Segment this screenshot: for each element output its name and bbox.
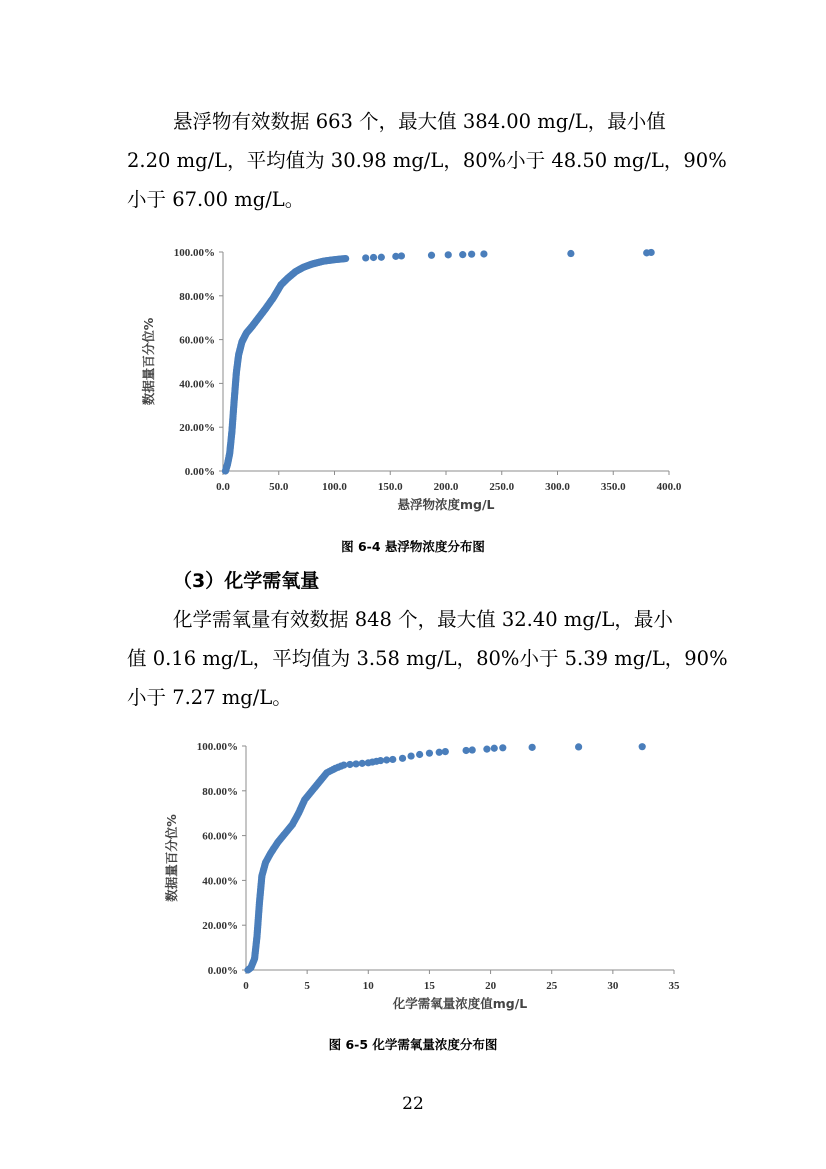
x-tick-label: 400.0: [656, 481, 682, 493]
x-tick-label: 35: [668, 980, 680, 992]
y-tick-label: 40.00%: [179, 378, 215, 391]
x-tick-label: 150.0: [377, 481, 403, 493]
y-tick-label: 40.00%: [202, 875, 238, 888]
paragraph-line: 悬浮物有效数据 663 个，最大值 384.00 mg/L，最小值: [173, 110, 666, 133]
data-point: [377, 757, 384, 764]
y-tick-label: 0.00%: [184, 466, 215, 478]
x-axis-label: 化学需氧量浓度值mg/L: [392, 996, 528, 1011]
data-point: [442, 748, 449, 755]
chart-cod: [150, 732, 710, 1022]
paragraph-line: 化学需氧量有效数据 848 个，最大值 32.40 mg/L，最小: [173, 608, 673, 631]
data-point: [483, 746, 490, 753]
x-tick-label: 0: [243, 980, 249, 992]
data-point: [426, 750, 433, 757]
x-tick-label: 350.0: [600, 481, 626, 493]
paragraph-line: 小于 67.00 mg/L。: [127, 188, 305, 211]
data-point: [383, 756, 390, 763]
x-tick-label: 0.0: [216, 481, 230, 493]
y-tick-label: 20.00%: [179, 422, 215, 435]
y-tick-label: 60.00%: [202, 830, 238, 843]
data-point: [463, 747, 470, 754]
figure-caption-6-5: 图 6-5 化学需氧量浓度分布图: [328, 1037, 498, 1052]
x-tick-label: 5: [304, 980, 310, 992]
x-tick-label: 50.0: [269, 481, 289, 493]
data-point: [567, 250, 574, 257]
data-point: [370, 254, 377, 261]
chart-suspended-solids: [120, 238, 710, 523]
paragraph-line: 2.20 mg/L，平均值为 30.98 mg/L，80%小于 48.50 mg/L，90%: [127, 149, 727, 172]
x-tick-label: 100.0: [322, 481, 347, 493]
data-point: [389, 756, 396, 763]
x-tick-label: 200.0: [433, 481, 459, 493]
data-point: [459, 251, 466, 258]
data-point: [575, 743, 582, 750]
data-point: [648, 249, 655, 256]
data-point: [378, 254, 385, 261]
x-axis-label: 悬浮物浓度mg/L: [397, 497, 495, 512]
figure-caption-6-4: 图 6-4 悬浮物浓度分布图: [341, 539, 485, 554]
data-point: [399, 755, 406, 762]
section-heading: （3）化学需氧量: [173, 570, 320, 592]
data-point: [499, 744, 506, 751]
page-number: 22: [402, 1094, 424, 1114]
y-axis-label: 数据量百分位%: [164, 814, 179, 902]
paragraph-cod: [127, 600, 728, 717]
paragraph-line: 值 0.16 mg/L，平均值为 3.58 mg/L，80%小于 5.39 mg/L，90%: [127, 647, 728, 670]
data-point: [529, 744, 536, 751]
paragraph-suspended-solids: [127, 102, 727, 219]
x-tick-label: 20: [485, 980, 497, 992]
data-point: [468, 251, 475, 258]
data-point: [398, 252, 405, 259]
data-point: [342, 255, 349, 262]
data-point: [445, 251, 452, 258]
x-tick-label: 15: [423, 980, 435, 992]
x-tick-label: 10: [362, 980, 374, 992]
data-point: [346, 761, 353, 768]
x-tick-label: 250.0: [489, 481, 515, 493]
data-point: [416, 751, 423, 758]
y-tick-label: 0.00%: [207, 965, 238, 977]
y-tick-label: 100.00%: [173, 247, 215, 259]
y-tick-label: 80.00%: [179, 290, 215, 303]
x-tick-label: 300.0: [545, 481, 570, 493]
x-tick-label: 25: [546, 980, 558, 992]
data-point: [491, 745, 498, 752]
data-point: [362, 254, 369, 261]
data-point: [352, 760, 359, 767]
y-tick-label: 60.00%: [179, 334, 215, 347]
data-point: [428, 252, 435, 259]
y-tick-label: 20.00%: [202, 920, 238, 933]
data-point: [639, 743, 646, 750]
data-point: [436, 749, 443, 756]
data-point: [340, 761, 347, 768]
data-point: [407, 752, 414, 759]
x-tick-label: 30: [607, 980, 619, 992]
data-point: [359, 760, 366, 767]
data-point: [469, 746, 476, 753]
data-point: [480, 250, 487, 257]
y-tick-label: 80.00%: [202, 785, 238, 798]
y-axis-label: 数据量百分位%: [141, 317, 156, 406]
y-tick-label: 100.00%: [196, 741, 238, 753]
paragraph-line: 小于 7.27 mg/L。: [127, 686, 292, 709]
